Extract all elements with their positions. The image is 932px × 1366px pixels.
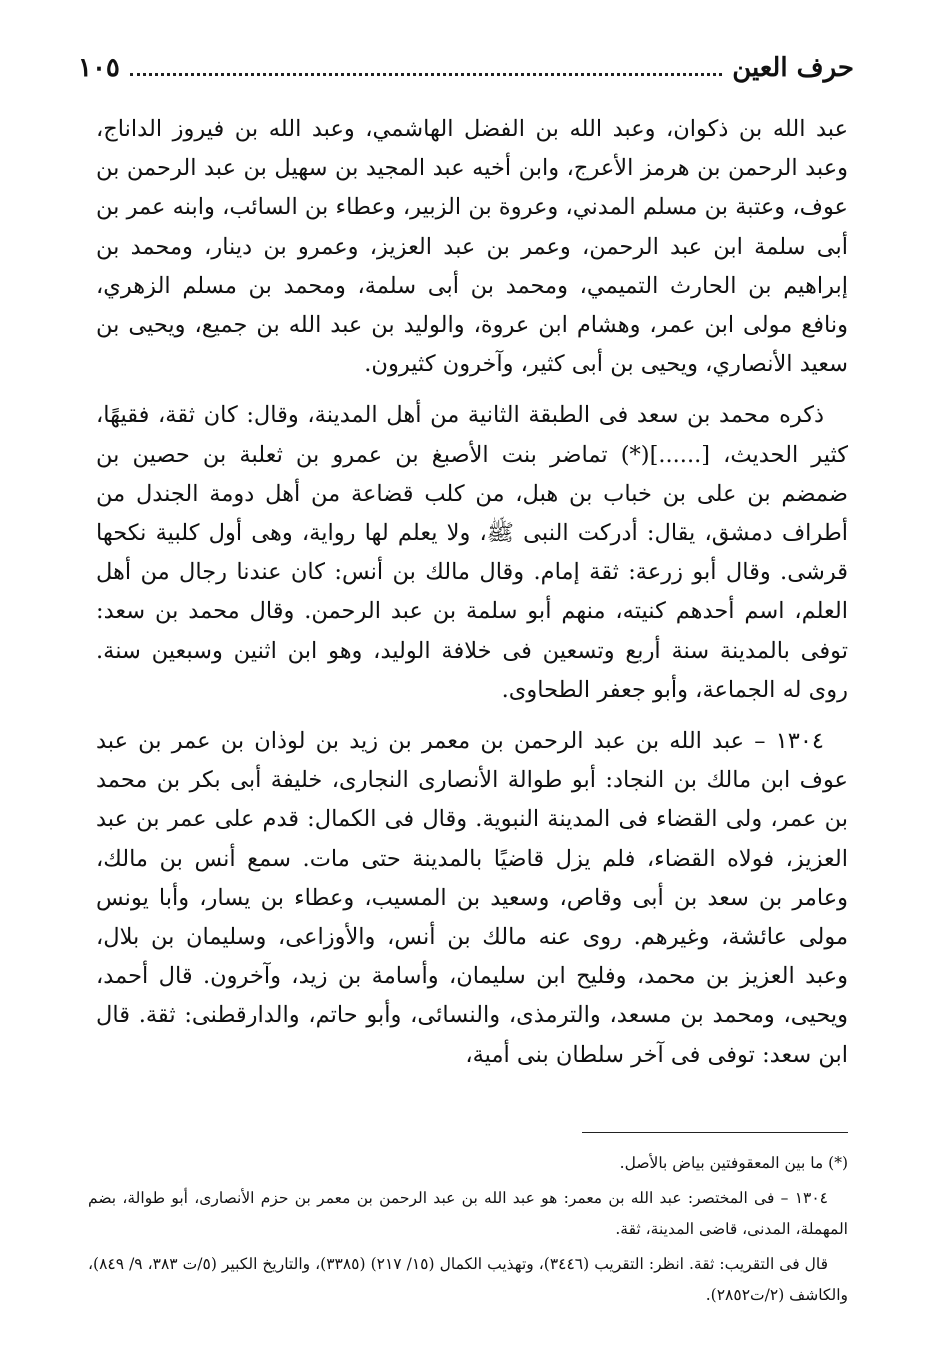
page-header xyxy=(78,48,854,88)
footnote-mukhtasar: ١٣٠٤ – فى المختصر: عبد الله بن معمر: هو عبد الله بن عبد الرحمن بن معمر بن حزم الأنصارى، أبو طوالة، بضم المهملة، المدنى، قاضى المدينة، ثقة. xyxy=(88,1189,848,1238)
paragraph-ibn-saad: ذكره محمد بن سعد فى الطبقة الثانية من أهل المدينة، وقال: كان ثقة، فقيهًا، كثير الحديث، [......](*) تماضر بنت الأصبغ بن عمرو بن ثعلبة بن حصين بن ضمضم بن على بن خباب بن هبل، من كلب قضاعة من أهل دومة الجندل من أطراف دمشق، يقال: أدركت النبى ﷺ، ولا يعلم لها رواية، وهى أول كلبية نكحها قرشى. وقال أبو زرعة: ثقة إمام. وقال مالك بن أنس: كان عندنا رجال من أهل العلم، اسم أحدهم كنيته، منهم أبو سلمة بن عبد الرحمن. وقال محمد بن سعد: توفى بالمدينة سنة أربع وتسعين فى خلافة الوليد، وهو ابن اثنين وسبعين سنة. روى له الجماعة، وأبو جعفر الطحاوى. xyxy=(96,402,848,703)
page-number: ١٠٥ xyxy=(78,53,120,83)
running-title: حرف العين xyxy=(732,53,854,83)
dotted-leader xyxy=(130,73,722,76)
footnotes xyxy=(88,1148,848,1315)
footnote-separator xyxy=(582,1132,848,1133)
footnote-lacuna: (*) ما بين المعقوفتين بياض بالأصل. xyxy=(619,1154,848,1172)
paragraph-narrators: عبد الله بن ذكوان، وعبد الله بن الفضل الهاشمي، وعبد الله بن فيروز الداناج، وعبد الرحمن بن هرمز الأعرج، وابن أخيه عبد المجيد بن سهيل بن عبد الرحمن بن عوف، وعتبة بن مسلم المدني، وعروة بن الزبير، وعطاء بن السائب، وابنه عمر بن أبى سلمة ابن عبد الرحمن، وعمر بن عبد العزيز، وعمرو بن دينار، ومحمد بن إبراهيم بن الحارث التميمي، ومحمد بن أبى سلمة، ومحمد بن مسلم الزهري، ونافع مولى ابن عمر، وهشام ابن عروة، والوليد بن عبد الله بن جميع، ويحيى بن سعيد الأنصاري، ويحيى بن أبى كثير، وآخرون كثيرون. xyxy=(96,116,848,378)
main-text xyxy=(96,110,848,1087)
footnote-taqrib: قال فى التقريب: ثقة. انظر: التقريب (٣٤٤٦)، وتهذيب الكمال (١٥/ ٢١٧) (٣٣٨٥)، والتاريخ الكبير (٥/ت ٣٨٣، ٩/ ٨٤٩)، والكاشف (٢/ت٢٨٥٢). xyxy=(88,1255,848,1304)
paragraph-entry-1304: ١٣٠٤ – عبد الله بن عبد الرحمن بن معمر بن زيد بن لوذان بن عمر بن عبد عوف ابن مالك بن النجاد: أبو طوالة الأنصارى النجارى، خليفة أبى بكر بن محمد بن عمر، ولى القضاء فى المدينة النبوية. وقال فى الكمال: قدم على عمر بن عبد العزيز، فولاه القضاء، فلم يزل قاضيًا بالمدينة حتى مات. سمع أنس بن مالك، وعامر بن سعد بن أبى وقاص، وسعيد بن المسيب، وعطاء بن يسار، وأبا يونس مولى عائشة، وغيرهم. روى عنه مالك بن أنس، والأوزاعى، وسليمان بن بلال، وعبد العزيز بن محمد، وفليح ابن سليمان، وأسامة بن زيد، وآخرون. قال أحمد، ويحيى، ومحمد بن مسعد، والترمذى، والنسائى، وأبو حاتم، والدارقطنى: ثقة. قال ابن سعد: توفى فى آخر سلطان بنى أمية، xyxy=(96,728,848,1068)
